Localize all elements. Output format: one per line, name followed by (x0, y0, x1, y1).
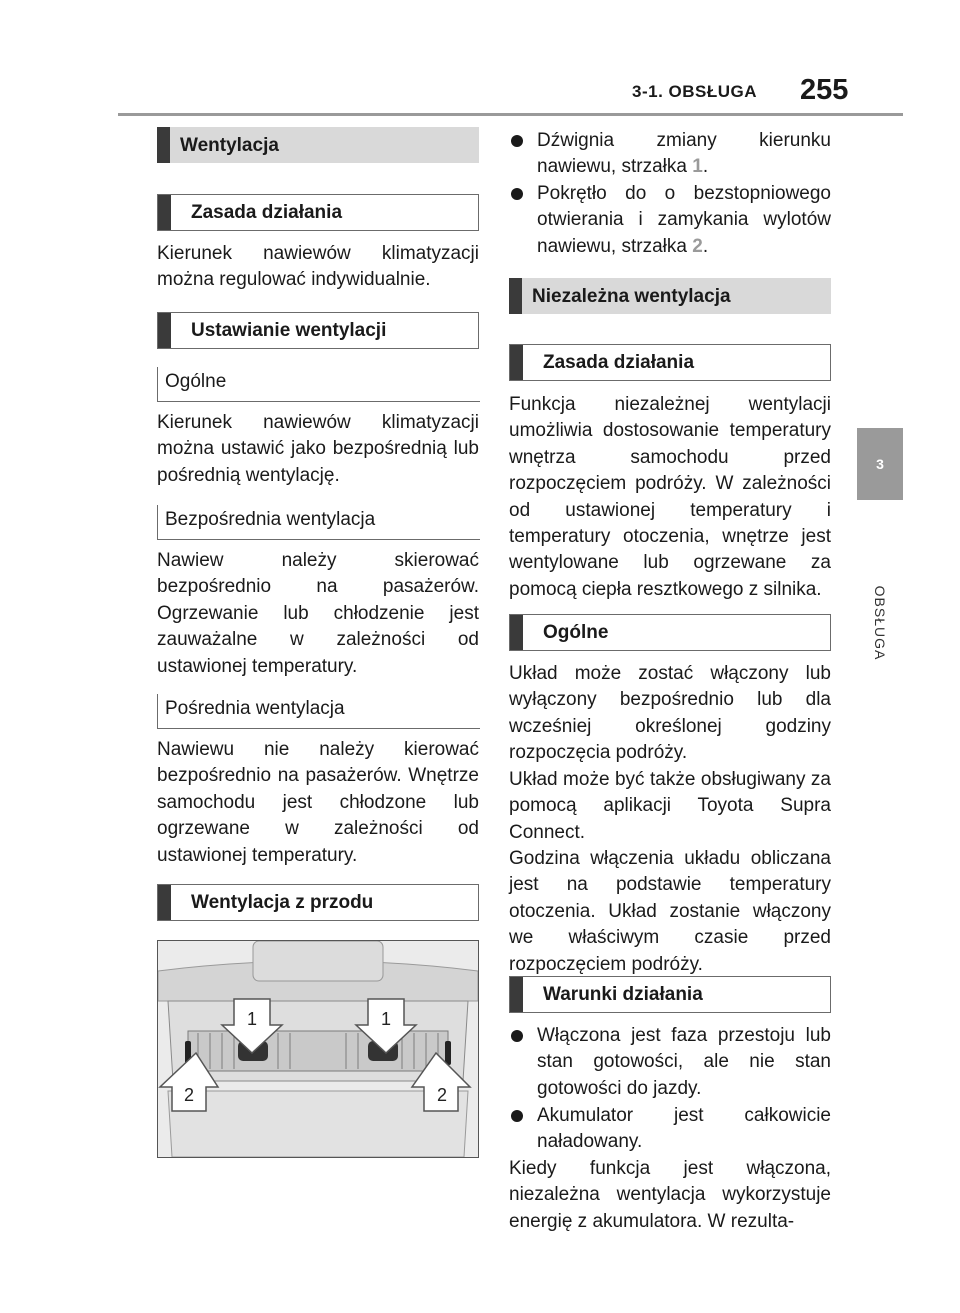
page-number: 255 (800, 74, 849, 106)
subheading-wentylacja-z-przodu (157, 884, 479, 921)
subheading-zasada-dzialania (157, 194, 479, 231)
header-rule (118, 113, 903, 116)
subheading-text: Zasada działania (191, 202, 343, 223)
paragraph-funkcja: Funkcja niezależnej wentylacji umożliwia dostosowanie temperatury wnętrza samochodu przed rozpoczęciem podróży. W zależności od ustawionej temperatury i temperatury otoczenia, wnętrze jest wentylowane lub ogrzewane za pomocą ciepła resztkowego z silnika. (509, 394, 831, 600)
arrow-number-2: 2 (692, 235, 703, 257)
figure-label-1-left: 1 (246, 1009, 258, 1029)
paragraph-ogolne: Kierunek nawiewów klimatyzacji można ustawić jako bezpośrednią lub pośrednią wentylację. (157, 412, 479, 486)
bullet-text: Pokrętło do o bezstopniowego otwierania i zamykania wylotów nawiewu, strzałka (537, 183, 831, 257)
paragraph-posrednia: Nawiewu nie należy kierować bezpośrednio na pasażerów. Wnętrze samochodu jest chłodzone lub ogrzewane w zależności od ustawionej temperatury. (157, 739, 479, 866)
subheading-text: Warunki działania (543, 984, 703, 1005)
chapter-tab (857, 428, 903, 500)
vent-drawing (158, 941, 478, 1157)
bullet-text: Włączona jest faza przestoju lub stan gotowości, ale nie stan gotowości do jazdy. (537, 1025, 831, 1099)
paragraph-zasada: Kierunek nawiewów klimatyzacji można regulować indywidualnie. (157, 243, 479, 291)
vent-illustration (157, 940, 479, 1158)
heading-niezalezna-wentylacja (509, 278, 831, 314)
heading-text: Wentylacja (180, 135, 279, 156)
subheading-text: Zasada działania (543, 352, 695, 373)
bullet-pokretlo: Pokrętło do o bezstopniowego otwierania i zamykania wylotów nawiewu, strzałka 2. (509, 181, 831, 260)
minor-heading-text: Bezpośrednia wentylacja (165, 509, 376, 530)
subheading-text: Ustawianie wentylacji (191, 320, 387, 341)
subheading-text: Ogólne (543, 622, 609, 643)
bullet-dot (511, 188, 523, 200)
figure-label-2-right: 2 (436, 1085, 448, 1105)
paragraph-kiedy-funkcja: Kiedy funkcja jest włączona, niezależna wentylacja wykorzystuje energię z akumulatora. W rezulta- (509, 1158, 831, 1232)
paragraph-aplikacja: Układ może być także obsługiwany za pomocą aplikacji Toyota Supra Connect. (509, 769, 831, 843)
heading-text: Niezależna wentylacja (532, 286, 731, 307)
paragraph-uklad-wlaczony: Układ może zostać włączony lub wyłączony bezpośrednio lub dla wcześniej określonej godziny rozpoczęcia podróży. (509, 663, 831, 764)
subheading-ogolne (509, 614, 831, 651)
bullet-dot (511, 1030, 523, 1042)
minor-heading-ogolne (157, 367, 480, 402)
bullet-dot (511, 1110, 523, 1122)
minor-heading-text: Ogólne (165, 371, 227, 392)
figure-label-2-left: 2 (183, 1085, 195, 1105)
paragraph-bezposrednia: Nawiew należy skierować bezpośrednio na pasażerów. Ogrzewanie lub chłodzenie jest zauważalne w zależności od ustawionej temperatury. (157, 550, 479, 677)
subheading-zasada-dzialania-2 (509, 344, 831, 381)
heading-wentylacja (157, 127, 479, 163)
subheading-warunki-dzialania (509, 976, 831, 1013)
bullet-dot (511, 135, 523, 147)
minor-heading-text: Pośrednia wentylacja (165, 698, 345, 719)
minor-heading-posrednia (157, 694, 480, 729)
running-header-section: 3-1. OBSŁUGA (632, 82, 758, 101)
bullet-dzwignia: Dźwignia zmiany kierunku nawiewu, strzałka 1. (509, 128, 831, 181)
arrow-number-1: 1 (692, 156, 703, 178)
paragraph-godzina: Godzina włączenia układu obliczana jest na podstawie temperatury otoczenia. Układ zostanie włączony we właściwym czasie przed rozpoczęciem podróży. (509, 848, 831, 975)
figure-label-1-right: 1 (380, 1009, 392, 1029)
chapter-number: 3 (876, 456, 884, 472)
subheading-text: Wentylacja z przodu (191, 892, 374, 913)
bullet-akumulator (509, 1103, 831, 1156)
bullet-text: Dźwignia zmiany kierunku nawiewu, strzałka (537, 130, 831, 178)
minor-heading-bezposrednia (157, 505, 480, 540)
subheading-ustawianie (157, 312, 479, 349)
chapter-side-label: OBSŁUGA (872, 585, 888, 661)
bullet-text: Akumulator jest całkowicie naładowany. (537, 1105, 831, 1153)
bullet-faza-przestoju (509, 1023, 831, 1102)
